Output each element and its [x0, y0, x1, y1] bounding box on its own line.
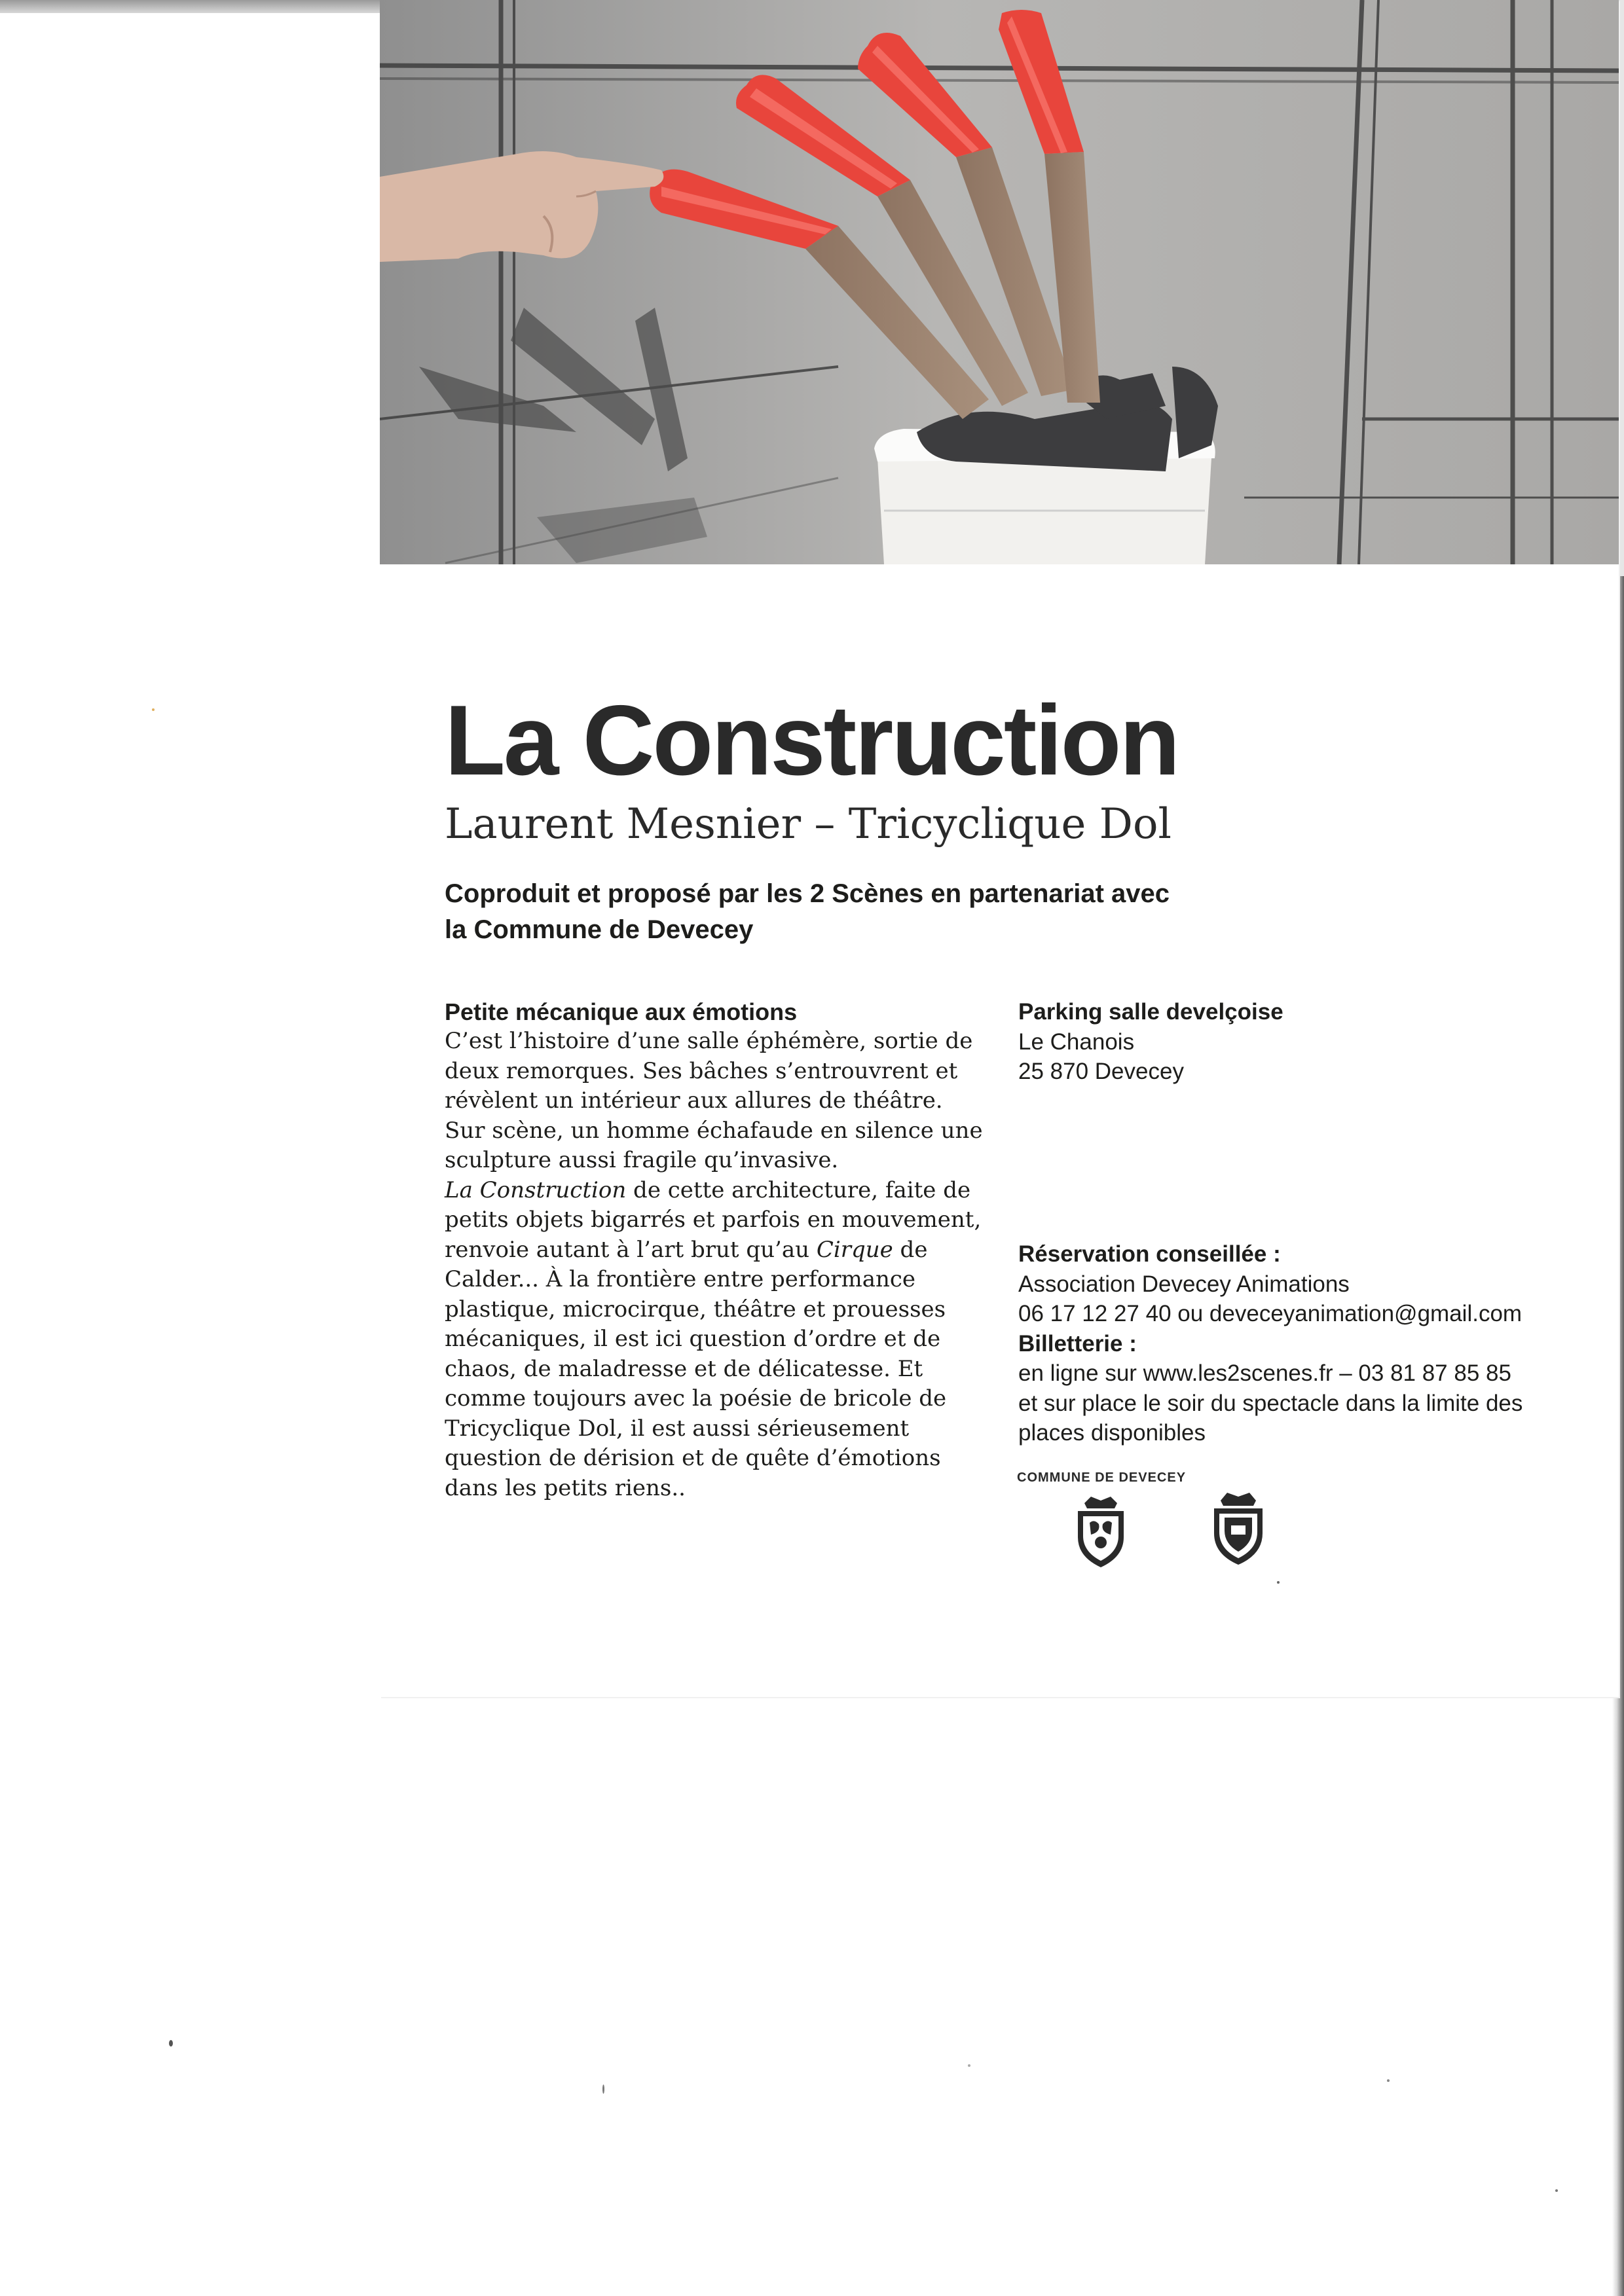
- company-subtitle: Laurent Mesnier – Tricyclique Dol: [445, 800, 1172, 848]
- description-fragment: de: [893, 1236, 928, 1263]
- scan-speck: [169, 2040, 173, 2047]
- work-title-italic: La Construction: [445, 1176, 627, 1203]
- ticket-line: et sur place le soir du spectacle dans la limite des: [1018, 1390, 1523, 1416]
- hero-photo: [380, 0, 1619, 564]
- description-line: Tricyclique Dol, il est aussi sérieusement: [445, 1415, 910, 1442]
- description-line: sculpture aussi fragile qu’invasive.: [445, 1147, 839, 1173]
- description-line: plastique, microcirque, théâtre et prouesses: [445, 1296, 946, 1322]
- commune-crest-icon: [1071, 1491, 1130, 1570]
- scan-speck: [152, 708, 155, 711]
- scan-speck: [1555, 2189, 1558, 2192]
- scan-top-edge: [0, 0, 383, 13]
- description-line: C’est l’histoire d’une salle éphémère, sortie de: [445, 1028, 973, 1054]
- scan-speck: [602, 2085, 604, 2094]
- description-line: [445, 1235, 1008, 1266]
- ticket-heading: Billetterie :: [1018, 1330, 1137, 1357]
- booking-info: [1018, 1239, 1608, 1448]
- description-line: chaos, de maladresse et de délicatesse. Et: [445, 1355, 923, 1382]
- description-body: [445, 1027, 1008, 1503]
- description-line: mécaniques, il est ici question d’ordre et de: [445, 1326, 941, 1352]
- description-line: comme toujours avec la poésie de bricole de: [445, 1385, 947, 1412]
- reservation-contact: 06 17 12 27 40 ou deveceyanimation@gmail.com: [1018, 1301, 1522, 1326]
- reservation-heading: Réservation conseillée :: [1018, 1241, 1281, 1267]
- description-line: [445, 1176, 1008, 1206]
- description-column: [445, 997, 1008, 1503]
- show-title: La Construction: [445, 685, 1179, 796]
- coproduction-line: Coproduit et proposé par les 2 Scènes en partenariat avec: [445, 879, 1170, 908]
- description-fragment: renvoie autant à l’art brut qu’au: [445, 1236, 817, 1263]
- description-fragment: de cette architecture, faite de: [626, 1176, 971, 1203]
- scan-right-edge-top: [1619, 0, 1624, 576]
- coproduction-note: [445, 876, 1230, 948]
- venue-info: [1018, 997, 1608, 1087]
- cirque-italic: Cirque: [816, 1236, 893, 1263]
- hammers-illustration: [380, 0, 1619, 564]
- description-line: Calder... À la frontière entre performance: [445, 1266, 916, 1292]
- scan-speck: [1387, 2079, 1390, 2082]
- coproduction-line: la Commune de Devecey: [445, 915, 754, 944]
- ticket-line: places disponibles: [1018, 1420, 1206, 1446]
- description-line: dans les petits riens..: [445, 1474, 686, 1501]
- second-crest-icon: [1209, 1487, 1268, 1566]
- scan-speck: [1277, 1581, 1280, 1584]
- scan-speck: [968, 2064, 970, 2067]
- description-line: petits objets bigarrés et parfois en mouvement,: [445, 1207, 982, 1233]
- ticket-line: en ligne sur www.les2scenes.fr – 03 81 87 85 85: [1018, 1360, 1511, 1386]
- description-heading: Petite mécanique aux émotions: [445, 998, 798, 1025]
- venue-line: 25 870 Devecey: [1018, 1059, 1184, 1084]
- description-line: Sur scène, un homme échafaude en silence une: [445, 1117, 983, 1144]
- description-line: révèlent un intérieur aux allures de théâtre.: [445, 1087, 943, 1114]
- description-line: deux remorques. Ses bâches s’entrouvrent et: [445, 1057, 958, 1084]
- reservation-line: Association Devecey Animations: [1018, 1271, 1350, 1297]
- venue-heading: Parking salle develçoise: [1018, 999, 1283, 1025]
- venue-line: Le Chanois: [1018, 1029, 1135, 1055]
- description-line: question de dérision et de quête d’émotions: [445, 1445, 941, 1471]
- commune-logo-label: COMMUNE DE DEVECEY: [1017, 1470, 1187, 1485]
